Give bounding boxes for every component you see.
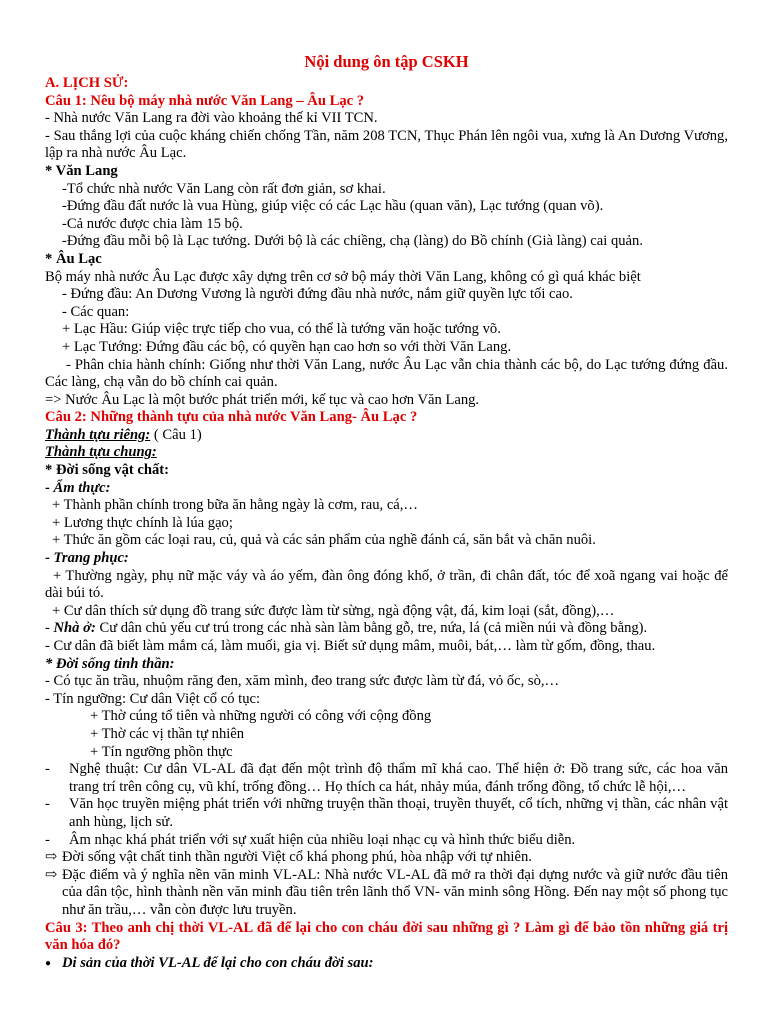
housing-line: - Nhà ở: Cư dân chủ yếu cư trú trong các nhà sàn làm bằng gỗ, tre, nứa, lá (cả miền núi và đồng bằng). (45, 620, 648, 637)
paragraph: - Cư dân đã biết làm mắm cá, làm muối, gia vị. Biết sử dụng mâm, muôi, bát,… làm từ gốm, đồng, thau. (45, 638, 656, 654)
question-2-heading: Câu 2: Những thành tựu của nhà nước Văn Lang- Âu Lạc ? (45, 409, 418, 426)
section-a-heading: A. LỊCH SỬ: (45, 75, 129, 91)
paragraph: - Có tục ăn trầu, nhuộm răng đen, xăm mình, đeo trang sức được làm từ đá, vỏ ốc, sò,… (45, 673, 560, 690)
bullet-list-item: ● Di sản của thời VL-AL để lại cho con cháu đời sau: (45, 954, 374, 971)
achievements-own-label: Thành tựu riêng: (45, 426, 151, 443)
list-item: -Tổ chức nhà nước Văn Lang còn rất đơn giản, sơ khai. (62, 180, 386, 197)
dash-list-item: - Âm nhạc khá phát triển với sự xuất hiện của nhiều loại nhạc cụ và hình thức biểu diễn. (45, 831, 576, 848)
list-item: + Thức ăn gồm các loại rau, củ, quả và các sản phẩm của nghề đánh cá, săn bắt và chăn nuôi. (52, 532, 596, 549)
paragraph: - Phân chia hành chính: Giống như thời Văn Lang, nước Âu Lạc vẫn chia thành các bộ, do Lạc tướng đứng đầu. Các làng, chạ vẫn do bồ chính cai quản. (45, 356, 728, 391)
paragraph: Bộ máy nhà nước Âu Lạc được xây dựng trên cơ sở bộ máy thời Văn Lang, không có gì quá khác biệt (45, 268, 641, 285)
dash-marker: - (45, 796, 50, 813)
paragraph: - Tín ngưỡng: Cư dân Việt cổ có tục: (45, 690, 261, 707)
achievements-own-value: ( Câu 1) (150, 426, 202, 443)
list-item: - Các quan: (62, 303, 130, 320)
list-item: + Thờ các vị thần tự nhiên (90, 725, 245, 742)
dash-marker: - (45, 831, 50, 848)
list-item: + Thành phần chính trong bữa ăn hằng ngày là cơm, rau, cá,… (52, 497, 419, 514)
list-item: - Đứng đầu: An Dương Vương là người đứng đầu nhà nước, nắm giữ quyền lực tối cao. (62, 286, 573, 303)
conclusion: => Nước Âu Lạc là một bước phát triển mới, kế tục và cao hơn Văn Lang. (45, 391, 480, 408)
subheading-clothing: - Trang phục: (45, 550, 129, 567)
list-item: + Lạc Tướng: Đứng đầu các bộ, có quyền hạn cao hơn so với thời Văn Lang. (62, 338, 512, 355)
list-item: -Đứng đầu đất nước là vua Hùng, giúp việc có các Lạc hầu (quan văn), Lạc tướng (quan võ). (62, 198, 604, 215)
arrow-icon: ⇨ (45, 849, 58, 866)
list-item: + Thờ cúng tổ tiên và những người có công với cộng đồng (90, 708, 432, 725)
arrow-icon: ⇨ (45, 866, 58, 883)
paragraph: - Sau thắng lợi của cuộc kháng chiến chống Tần, năm 208 TCN, Thục Phán lên ngôi vua, xưng là An Dương Vương, lập ra nhà nước Âu Lạc. (45, 127, 728, 162)
page-title: Nội dung ôn tập CSKH (304, 52, 469, 71)
dash-list-item: - Nghệ thuật: Cư dân VL-AL đã đạt đến một trình độ thẩm mĩ khá cao. Thể hiện ở: Đồ trang sức, các hoa văn trang trí trên công cụ, vũ khí, trống đồng… Họ thích ca hát, nhảy múa, đánh trống đồng, tổ chức lễ hội,… (45, 761, 728, 795)
dash-marker: - (45, 761, 50, 778)
list-item: + Lương thực chính là lúa gạo; (52, 514, 233, 531)
subheading-spiritual-life: * Đời sống tinh thần: (45, 655, 175, 672)
question-3-heading: Câu 3: Theo anh chị thời VL-AL đã để lại cho con cháu đời sau những gì ? Làm gì để bảo tồn những giá trị văn hóa đó? (45, 919, 728, 954)
arrow-list-item: ⇨ Đời sống vật chất tinh thần người Việt cổ khá phong phú, hòa nhập với tự nhiên. (45, 849, 532, 866)
achievements-common-label: Thành tựu chung: (45, 444, 157, 461)
list-item: -Đứng đầu mỗi bộ là Lạc tướng. Dưới bộ là các chiềng, chạ (làng) do Bồ chính (Già làng) cai quản. (62, 233, 643, 250)
list-item: + Lạc Hầu: Giúp việc trực tiếp cho vua, có thể là tướng văn hoặc tướng võ. (62, 321, 501, 338)
list-item: + Tín ngưỡng phồn thực (90, 743, 233, 760)
dash-list-item: - Văn học truyền miệng phát triển với những truyện thần thoại, truyền thuyết, cổ tích, những vị thần, các nhân vật anh hùng, lịch sử. (45, 796, 728, 830)
bullet-icon: ● (45, 957, 52, 969)
subheading-au-lac: * Âu Lạc (45, 250, 102, 267)
paragraph: - Nhà nước Văn Lang ra đời vào khoảng thế kỉ VII TCN. (45, 110, 378, 127)
list-item: + Thường ngày, phụ nữ mặc váy và áo yếm, đàn ông đóng khố, ở trần, đi chân đất, tóc để xoã ngang vai hoặc để dài búi tó. (45, 567, 728, 602)
achievements-own (45, 427, 728, 445)
list-item: + Cư dân thích sử dụng đồ trang sức được làm từ sừng, ngà động vật, đá, kim loại (sắt, đồng),… (52, 602, 615, 619)
list-item: -Cả nước được chia làm 15 bộ. (62, 215, 243, 232)
subheading-material-life: * Đời sống vật chất: (45, 462, 170, 479)
subheading-van-lang: * Văn Lang (45, 162, 118, 179)
arrow-list-item: ⇨ Đặc điểm và ý nghĩa nền văn minh VL-AL: Nhà nước VL-AL đã mở ra thời đại dựng nước và giữ nước đầu tiên của dân tộc, hình thành nền văn minh đầu tiên trên lãnh thổ VN- văn minh sông Hồng. Đến nay một số phong tục như ăn trầu,… vẫn còn được lưu truyền. (45, 866, 728, 918)
subheading-cuisine: - Ẩm thực: (45, 479, 111, 496)
question-1-heading: Câu 1: Nêu bộ máy nhà nước Văn Lang – Âu Lạc ? (45, 92, 365, 109)
